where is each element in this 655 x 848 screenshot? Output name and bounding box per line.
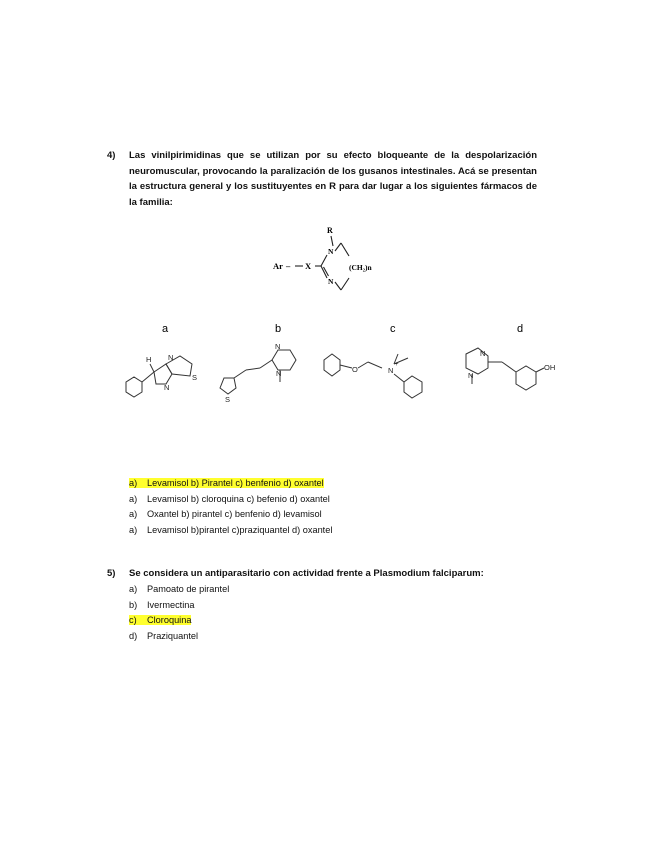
question-4-options bbox=[129, 476, 332, 538]
question-5-number: 5) bbox=[107, 568, 116, 579]
question-5-option-b[interactable]: b) Ivermectina bbox=[129, 599, 195, 610]
svg-text:O: O bbox=[352, 365, 358, 374]
svg-text:OH: OH bbox=[544, 363, 556, 372]
pirantel-structure bbox=[220, 350, 296, 394]
svg-text:N: N bbox=[164, 383, 170, 392]
structure-r-label: R bbox=[327, 226, 333, 235]
svg-text:N: N bbox=[276, 369, 282, 378]
svg-text:N: N bbox=[275, 342, 281, 351]
structure-ch2n-label: (CH₂)n bbox=[349, 263, 372, 272]
question-5-text: Se considera un antiparasitario con actividad frente a Plasmodium falciparum: bbox=[129, 568, 484, 579]
question-4-option-2[interactable]: a) Levamisol b) cloroquina c) befenio d) oxantel bbox=[129, 493, 330, 504]
svg-text:S: S bbox=[225, 395, 231, 404]
question-4-option-1[interactable]: a) Levamisol b) Pirantel c) benfenio d) oxantel bbox=[129, 478, 324, 488]
structure-x-label: X bbox=[305, 261, 312, 271]
compound-a-label: a bbox=[162, 323, 169, 335]
question-5-option-d[interactable]: d) Praziquantel bbox=[129, 630, 199, 641]
compound-b-label: b bbox=[275, 323, 282, 335]
question-4-option-3[interactable]: a) Oxantel b) pirantel c) benfenio d) levamisol bbox=[129, 509, 322, 519]
compound-d-label: d bbox=[517, 323, 524, 335]
svg-text:+: + bbox=[395, 362, 399, 368]
structure-ar-label: Ar bbox=[273, 261, 283, 271]
question-4-option-4[interactable]: a) Levamisol b)pirantel c)praziquantel d) oxantel bbox=[129, 524, 333, 535]
levamisol-structure bbox=[126, 356, 192, 397]
svg-text:S: S bbox=[192, 373, 198, 382]
svg-text:N: N bbox=[388, 366, 394, 375]
structure-n1-label: N bbox=[328, 247, 334, 256]
svg-text:N: N bbox=[468, 371, 474, 380]
general-structure-diagram bbox=[265, 222, 400, 302]
question-5-option-a[interactable]: a) Pamoato de pirantel bbox=[129, 584, 230, 594]
question-4 bbox=[107, 148, 537, 210]
question-5-option-c[interactable]: c) Cloroquina bbox=[129, 615, 192, 625]
compounds-diagram bbox=[112, 318, 582, 416]
compound-c-label: c bbox=[390, 323, 396, 335]
question-5 bbox=[107, 566, 549, 582]
oxantel-structure bbox=[466, 348, 544, 390]
question-4-number: 4) bbox=[107, 150, 116, 161]
question-4-text: Las vinilpirimidinas que se utilizan por su efecto bloqueante de la despolarización neuromuscular, provocando la paralización de los gusanos intestinales. Acá se presentan la estructura general y los sustituyentes en R para dar lugar a los siguientes fármacos de la familia: bbox=[129, 150, 537, 208]
svg-text:N: N bbox=[480, 349, 486, 358]
structure-n2-label: N bbox=[328, 277, 334, 286]
svg-text:H: H bbox=[146, 355, 152, 364]
svg-text:N: N bbox=[168, 353, 174, 362]
benfenio-structure bbox=[324, 354, 422, 398]
svg-text:–: – bbox=[286, 261, 291, 271]
question-5-options bbox=[129, 582, 229, 644]
